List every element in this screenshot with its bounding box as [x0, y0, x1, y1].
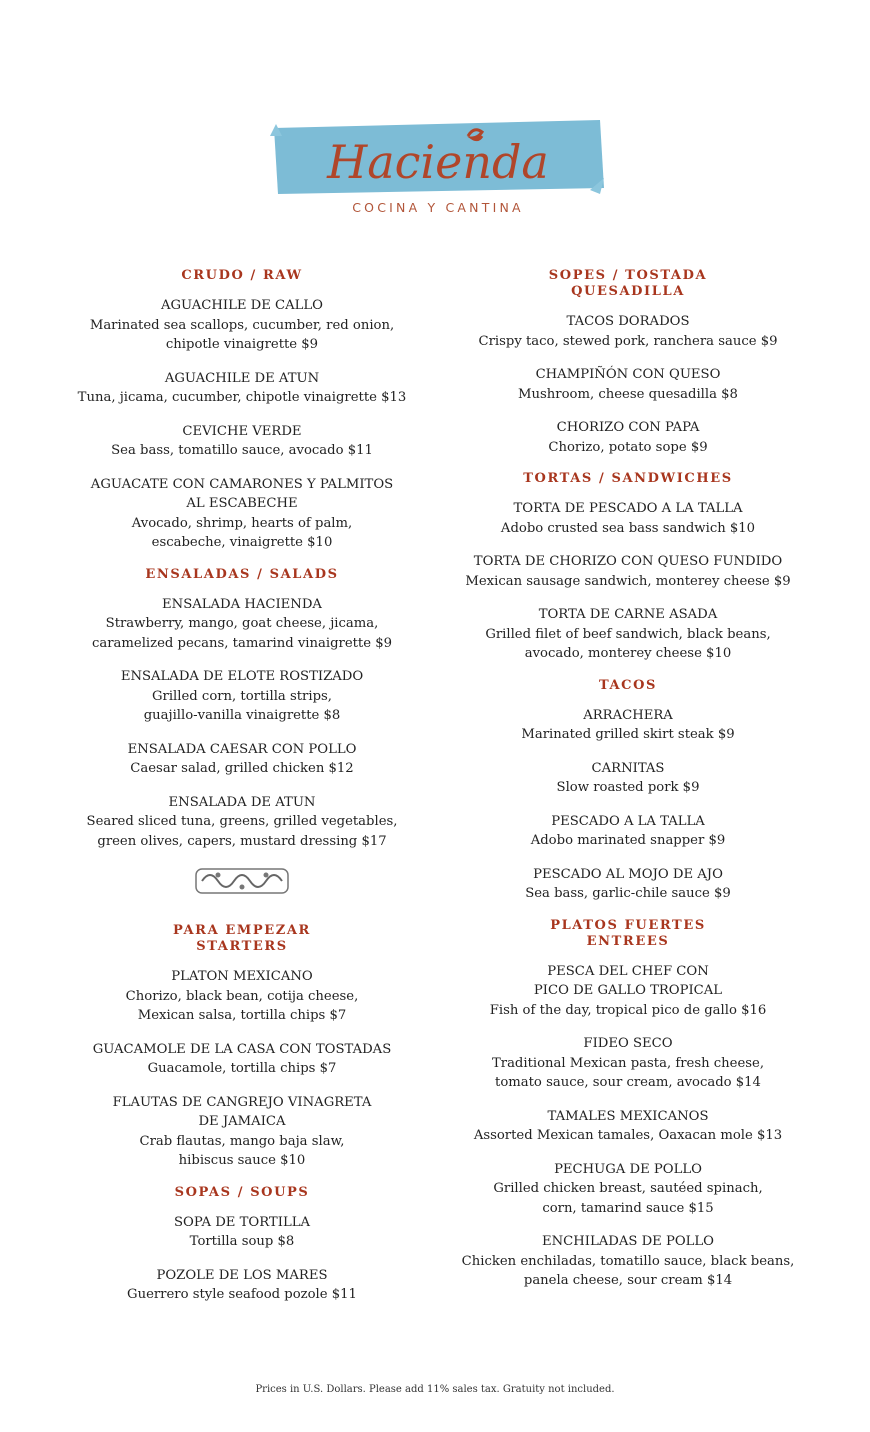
menu-item-description: Caesar salad, grilled chicken $12 — [130, 761, 354, 776]
menu-item — [448, 812, 808, 851]
menu-item — [448, 605, 808, 664]
footer-note: Prices in U.S. Dollars. Please add 11% sales tax. Gratuity not included. — [255, 1384, 615, 1395]
menu-item-description: Sea bass, tomatillo sauce, avocado $11 — [111, 443, 373, 458]
menu-item-name: TAMALES MEXICANOS — [547, 1108, 709, 1124]
menu-section — [62, 268, 422, 553]
menu-item-name: SOPA DE TORTILLA — [174, 1214, 310, 1230]
menu-item-description: Fish of the day, tropical pico de gallo $16 — [489, 1002, 767, 1018]
menu-item — [448, 759, 808, 798]
menu-item — [62, 667, 422, 726]
menu-item-description: Tortilla soup $8 — [189, 1234, 295, 1249]
menu-item-description: Crispy taco, stewed pork, ranchera sauce $9 — [478, 333, 778, 349]
menu-item — [448, 312, 808, 351]
menu-item — [448, 865, 808, 904]
menu-item — [448, 552, 808, 591]
menu-item-name: CHAMPIÑÓN CON QUESO — [535, 367, 721, 382]
section-title: CRUDO / RAW — [181, 268, 303, 283]
logo-script-text: Hacienda — [327, 135, 549, 189]
menu-item-description: Marinated grilled skirt steak $9 — [521, 727, 735, 742]
menu-item-name: CHORIZO CON PAPA — [556, 420, 700, 435]
menu-item-description: Chorizo, black bean, cotija cheese, Mexican salsa, tortilla chips $7 — [125, 988, 359, 1023]
menu-item-description: Traditional Mexican pasta, fresh cheese, tomato sauce, sour cream, avocado $14 — [491, 1055, 765, 1090]
logo-tagline: COCINA Y CANTINA — [352, 200, 524, 215]
menu-item-name: GUACAMOLE DE LA CASA CON TOSTADAS — [92, 1041, 392, 1057]
menu-item-description: Guerrero style seafood pozole $11 — [127, 1287, 357, 1302]
menu-item-name: CEVICHE VERDE — [182, 423, 302, 439]
menu-item — [448, 962, 808, 1021]
section-title: ENSALADAS / SALADS — [145, 566, 339, 582]
menu-item-description: Chicken enchiladas, tomatillo sauce, black beans, panela cheese, sour cream $14 — [461, 1253, 795, 1288]
menu-item-description: Chorizo, potato sope $9 — [548, 439, 708, 455]
menu-section — [448, 678, 808, 904]
menu-item — [448, 1107, 808, 1146]
menu-item-name: TACOS DORADOS — [566, 314, 690, 329]
menu-item — [448, 706, 808, 745]
menu-item — [448, 1034, 808, 1093]
menu-item — [62, 793, 422, 852]
menu-item-name: ENSALADA DE ELOTE ROSTIZADO — [120, 669, 364, 684]
menu-item-name: PLATON MEXICANO — [171, 969, 313, 984]
menu-item-name: TORTA DE CARNE ASADA — [538, 607, 718, 622]
menu-item-name: FLAUTAS DE CANGREJO VINAGRETA DE JAMAICA — [112, 1094, 372, 1129]
menu-item-name: AGUACATE CON CAMARONES Y PALMITOS AL ESCABECHE — [90, 476, 394, 511]
menu-item — [62, 422, 422, 461]
menu-item-name: ENSALADA HACIENDA — [162, 596, 322, 612]
menu-item-description: Mexican sausage sandwich, monterey cheese $9 — [465, 573, 791, 589]
menu-item — [62, 1040, 422, 1079]
menu-item — [448, 365, 808, 404]
menu-item — [62, 1093, 422, 1171]
menu-item-description: Marinated sea scallops, cucumber, red onion, chipotle vinaigrette $9 — [89, 317, 395, 352]
menu-section — [62, 1185, 422, 1305]
menu-item-description: Slow roasted pork $9 — [556, 780, 700, 795]
menu-item-description: Grilled filet of beef sandwich, black beans, avocado, monterey cheese $10 — [485, 626, 771, 661]
section-title: PARA EMPEZAR STARTERS — [173, 923, 311, 954]
menu-item-name: ENSALADA CAESAR CON POLLO — [127, 741, 357, 757]
restaurant-logo — [270, 118, 606, 218]
section-title: SOPAS / SOUPS — [174, 1184, 310, 1200]
menu-item-name: ENSALADA DE ATUN — [168, 794, 316, 810]
menu-item-description: Sea bass, garlic-chile sauce $9 — [525, 886, 731, 901]
menu-item-description: Grilled chicken breast, sautéed spinach, corn, tamarind sauce $15 — [493, 1181, 763, 1216]
menu-item — [62, 740, 422, 779]
menu-item-description: Mushroom, cheese quesadilla $8 — [518, 386, 738, 402]
menu-item-description: Strawberry, mango, goat cheese, jicama, caramelized pecans, tamarind vinaigrette $9 — [91, 616, 393, 651]
menu-item-name: ENCHILADAS DE POLLO — [542, 1234, 714, 1249]
ornament-divider-icon — [62, 865, 422, 897]
menu-section — [448, 918, 808, 1291]
section-title: PLATOS FUERTES ENTREES — [550, 917, 706, 949]
menu-item-name: AGUACHILE DE CALLO — [161, 298, 323, 313]
menu-item — [62, 1213, 422, 1252]
menu-item — [62, 296, 422, 355]
menu-item-name: ARRACHERA — [583, 707, 673, 723]
menu-section — [62, 923, 422, 1171]
logo-banner — [270, 118, 606, 198]
menu-item-name: TORTA DE CHORIZO CON QUESO FUNDIDO — [473, 554, 783, 569]
menu-item-name: CARNITAS — [591, 760, 665, 776]
menu-item-name: PESCADO AL MOJO DE AJO — [533, 866, 723, 882]
menu-item-name: TORTA DE PESCADO A LA TALLA — [513, 501, 743, 516]
section-title: TACOS — [598, 677, 658, 693]
menu-item — [62, 369, 422, 408]
menu-column-left — [62, 268, 422, 1319]
menu-item-description: Adobo crusted sea bass sandwich $10 — [500, 520, 756, 536]
section-title: TORTAS / SANDWICHES — [523, 471, 733, 486]
menu-item — [448, 499, 808, 538]
menu-item — [448, 1232, 808, 1291]
menu-item-description: Assorted Mexican tamales, Oaxacan mole $13 — [473, 1128, 783, 1143]
menu-section — [62, 567, 422, 852]
menu-item-name: PECHUGA DE POLLO — [554, 1161, 702, 1177]
section-title: SOPES / TOSTADA QUESADILLA — [548, 268, 708, 299]
menu-item — [62, 967, 422, 1026]
menu-item — [448, 418, 808, 457]
menu-item-description: Seared sliced tuna, greens, grilled vegetables, green olives, capers, mustard dressing $17 — [86, 814, 398, 849]
menu-item — [62, 1266, 422, 1305]
menu-section — [448, 268, 808, 457]
menu-column-right — [448, 268, 808, 1305]
menu-item-description: Crab flautas, mango baja slaw, hibiscus sauce $10 — [139, 1133, 345, 1168]
menu-item — [448, 1160, 808, 1219]
menu-item-name: POZOLE DE LOS MARES — [156, 1267, 328, 1283]
menu-item-name: PESCADO A LA TALLA — [551, 813, 705, 829]
menu-item-description: Tuna, jicama, cucumber, chipotle vinaigrette $13 — [77, 390, 407, 405]
menu-item-name: FIDEO SECO — [583, 1036, 673, 1051]
menu-item-description: Grilled corn, tortilla strips, guajillo-vanilla vinaigrette $8 — [143, 688, 341, 723]
menu-item — [62, 475, 422, 553]
menu-item — [62, 595, 422, 654]
menu-item-description: Adobo marinated snapper $9 — [530, 833, 726, 848]
menu-item-name: PESCA DEL CHEF CON PICO DE GALLO TROPICAL — [533, 963, 723, 998]
menu-item-name: AGUACHILE DE ATUN — [164, 370, 320, 386]
menu-item-description: Avocado, shrimp, hearts of palm, escabeche, vinaigrette $10 — [131, 515, 353, 550]
menu-item-description: Guacamole, tortilla chips $7 — [147, 1061, 337, 1076]
menu-section — [448, 471, 808, 664]
